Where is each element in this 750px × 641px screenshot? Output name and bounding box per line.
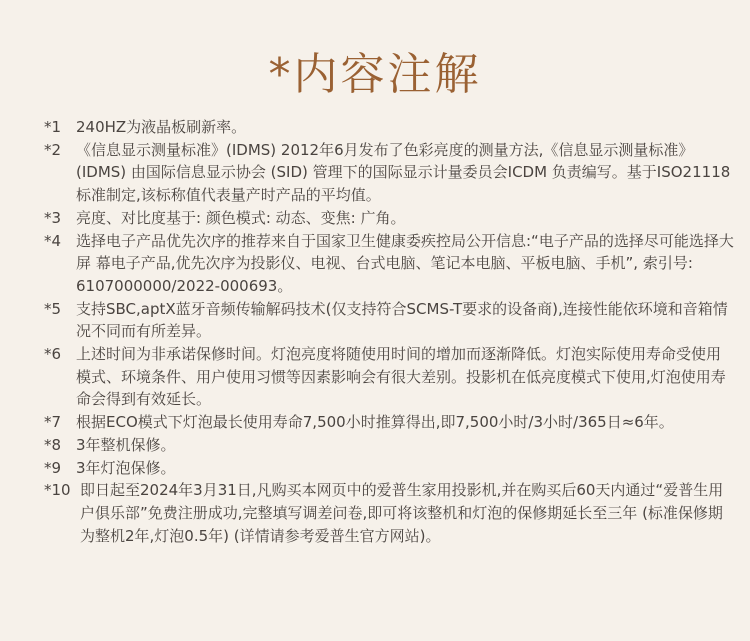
note-marker: *1 <box>44 118 62 136</box>
note-text: 根据ECO模式下灯泡最长使用寿命7,500小时推算得出,即7,500小时/3小时/365日≈6年。 <box>76 413 674 432</box>
note-10 <box>44 479 734 547</box>
note-text: 支持SBC,aptX蓝牙音频传输解码技术(仅支持符合SCMS-T要求的设备商),连接性能依环境和音箱情况不同而有所差异。 <box>76 299 728 341</box>
note-text: 亮度、对比度基于: 颜色模式: 动态、变焦: 广角。 <box>76 208 406 227</box>
note-text: 即日起至2024年3月31日,凡购买本网页中的爱普生家用投影机,并在购买后60天内通过“爱普生用户俱乐部”免费注册成功,完整填写调差问卷,即可将该整机和灯泡的保修期延长至三年 (标准保修期为整机2年,灯泡0.5年) (详情请参考爱普生官方网站)。 <box>80 481 724 545</box>
note-8 <box>44 434 734 457</box>
notes-list <box>44 116 734 547</box>
note-marker: *7 <box>44 413 62 432</box>
note-2 <box>44 139 734 207</box>
note-7 <box>44 411 734 434</box>
note-3 <box>44 207 734 230</box>
note-marker: *10 <box>44 481 71 500</box>
note-marker: *6 <box>44 345 62 364</box>
page-title: *内容注解 <box>268 49 482 100</box>
note-text: 3年灯泡保修。 <box>76 458 176 477</box>
note-9 <box>44 457 734 480</box>
note-6 <box>44 343 734 411</box>
note-text: 《信息显示测量标准》(IDMS) 2012年6月发布了色彩亮度的测量方法,《信息显示测量标准》(IDMS) 由国际信息显示协会 (SID) 管理下的国际显示计量委员会ICDM 负责编写。基于ISO21118 标准制定,该标称值代表量产时产品的平均值。 <box>76 140 731 205</box>
note-marker: *4 <box>44 231 62 250</box>
note-marker: *8 <box>44 435 62 454</box>
note-marker: *9 <box>44 458 62 477</box>
note-text: 240HZ为液晶板刷新率。 <box>76 118 247 136</box>
note-marker: *3 <box>44 208 62 227</box>
note-text: 选择电子产品优先次序的推荐来自于国家卫生健康委疾控局公开信息:“电子产品的选择尽可能选择大屏 幕电子产品,优先次序为投影仪、电视、台式电脑、笔记本电脑、平板电脑、手机”, 索引号: 6107000000/2022-000693。 <box>76 231 734 295</box>
note-marker: *2 <box>44 140 62 159</box>
note-4 <box>44 230 734 298</box>
note-1 <box>44 116 734 139</box>
note-text: 上述时间为非承诺保修时间。灯泡亮度将随使用时间的增加而逐渐降低。灯泡实际使用寿命受使用模式、环境条件、用户使用习惯等因素影响会有很大差别。投影机在低亮度模式下使用,灯泡使用寿命会得到有效延长。 <box>76 345 726 409</box>
note-text: 3年整机保修。 <box>76 435 176 454</box>
note-5 <box>44 298 734 343</box>
note-marker: *5 <box>44 299 62 318</box>
